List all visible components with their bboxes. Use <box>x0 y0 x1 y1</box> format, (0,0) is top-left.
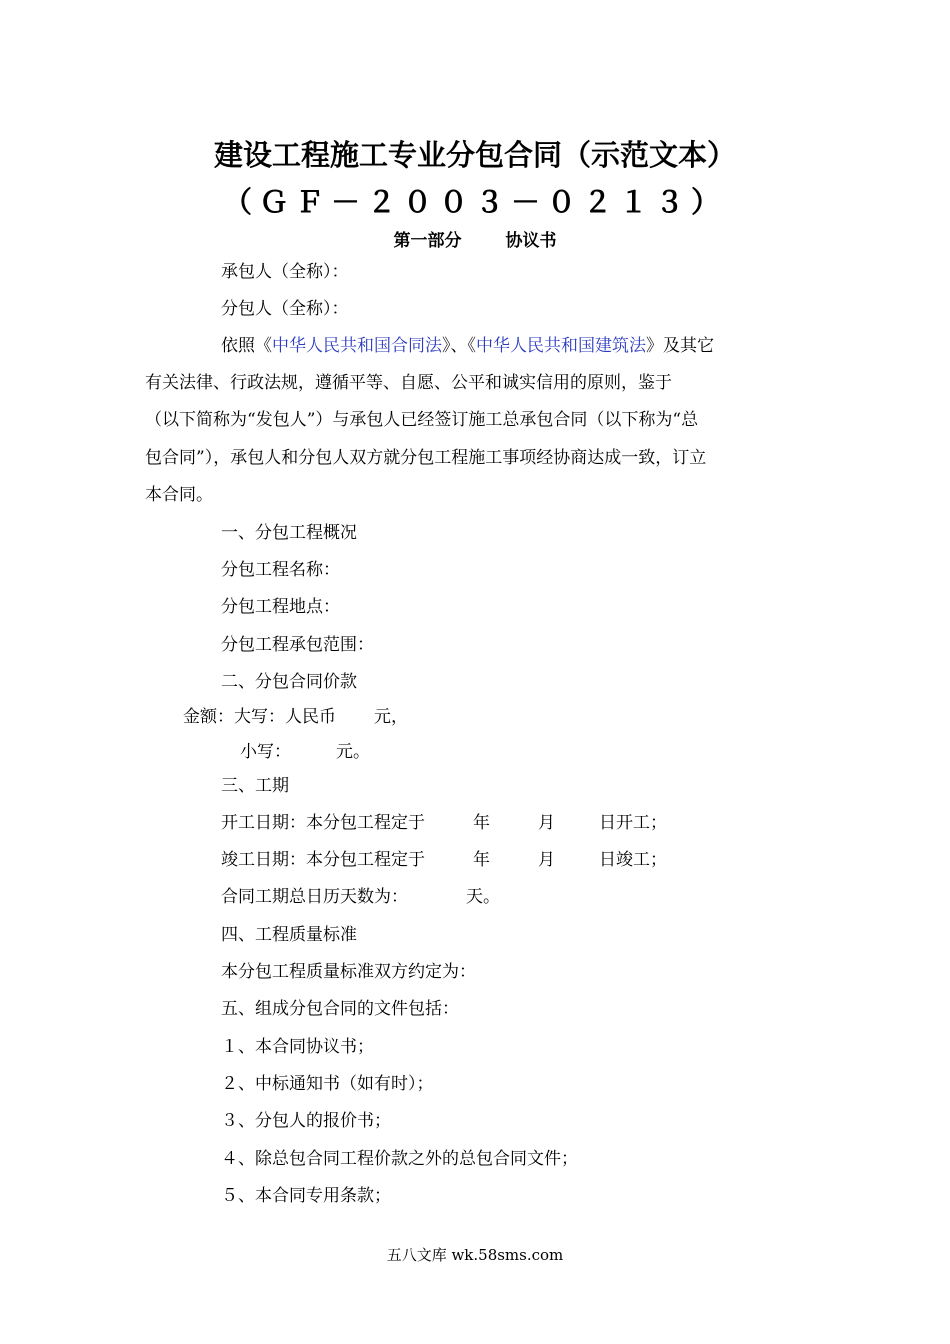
footer-watermark: 五八文库 wk.58sms.com <box>386 1246 564 1264</box>
section4-heading: 四、工程质量标准 <box>221 925 357 945</box>
basis-mid: 》、《 <box>442 336 476 356</box>
basis-line-5: 本合同。 <box>145 485 213 505</box>
finish-date-line <box>221 848 667 872</box>
part-heading <box>0 226 950 251</box>
total-days-unit: 天。 <box>466 887 500 907</box>
start-year: 年 <box>473 813 490 833</box>
document-code: （ＧＦ－２００３－０２１３） <box>222 185 727 219</box>
subcontractor-line: 分包人（全称）： <box>221 299 349 319</box>
total-days-label: 合同工期总日历天数为： <box>221 887 408 907</box>
section5-heading: 五、组成分包合同的文件包括： <box>221 999 459 1019</box>
start-label: 开工日期：本分包工程定于 <box>221 813 425 833</box>
part-name: 协议书 <box>505 231 557 251</box>
start-day: 日开工； <box>599 813 667 833</box>
basis-line-2: 有关法律、行政法规，遵循平等、自愿、公平和诚实信用的原则，鉴于 <box>145 373 672 393</box>
construction-law-link[interactable]: 中华人民共和国建筑法 <box>476 336 646 356</box>
document-title: 建设工程施工专业分包合同（示范文本） <box>213 138 736 172</box>
project-location-line: 分包工程地点： <box>221 597 340 617</box>
total-days-line <box>221 885 500 909</box>
project-name-line: 分包工程名称： <box>221 560 340 580</box>
basis-prefix: 依照《 <box>221 336 272 356</box>
part-label: 第一部分 <box>393 231 462 251</box>
list-item: ２、中标通知书（如有时）； <box>221 1074 434 1094</box>
quality-standard-line: 本分包工程质量标准双方约定为： <box>221 962 476 982</box>
finish-day: 日竣工； <box>599 850 667 870</box>
basis-line-3: （以下简称为“发包人”）与承包人已经签订施工总承包合同（以下称为“总 <box>145 410 699 430</box>
finish-year: 年 <box>473 850 490 870</box>
basis-line-1 <box>221 334 714 358</box>
section1-heading: 一、分包工程概况 <box>221 523 357 543</box>
amount-line <box>183 705 408 729</box>
amount-label: 金额：大写：人民币 <box>183 707 336 727</box>
list-item: ３、分包人的报价书； <box>221 1111 391 1131</box>
contract-law-link[interactable]: 中华人民共和国合同法 <box>272 336 442 356</box>
start-month: 月 <box>538 813 555 833</box>
amount-unit: 元， <box>374 707 408 727</box>
section2-heading: 二、分包合同价款 <box>221 672 357 692</box>
list-item: １、本合同协议书； <box>221 1037 374 1057</box>
small-amount-label: 小写： <box>240 742 291 762</box>
finish-label: 竣工日期：本分包工程定于 <box>221 850 425 870</box>
project-scope-line: 分包工程承包范围： <box>221 635 374 655</box>
list-item: ４、除总包合同工程价款之外的总包合同文件； <box>221 1149 578 1169</box>
small-amount-line <box>240 740 370 764</box>
contractor-line: 承包人（全称）： <box>221 262 349 282</box>
start-date-line <box>221 811 667 835</box>
small-amount-unit: 元。 <box>336 742 370 762</box>
list-item: ５、本合同专用条款； <box>221 1186 391 1206</box>
finish-month: 月 <box>538 850 555 870</box>
section3-heading: 三、工期 <box>221 776 289 796</box>
basis-suffix: 》及其它 <box>646 336 714 356</box>
basis-line-4: 包合同”），承包人和分包人双方就分包工程施工事项经协商达成一致，订立 <box>145 448 707 468</box>
